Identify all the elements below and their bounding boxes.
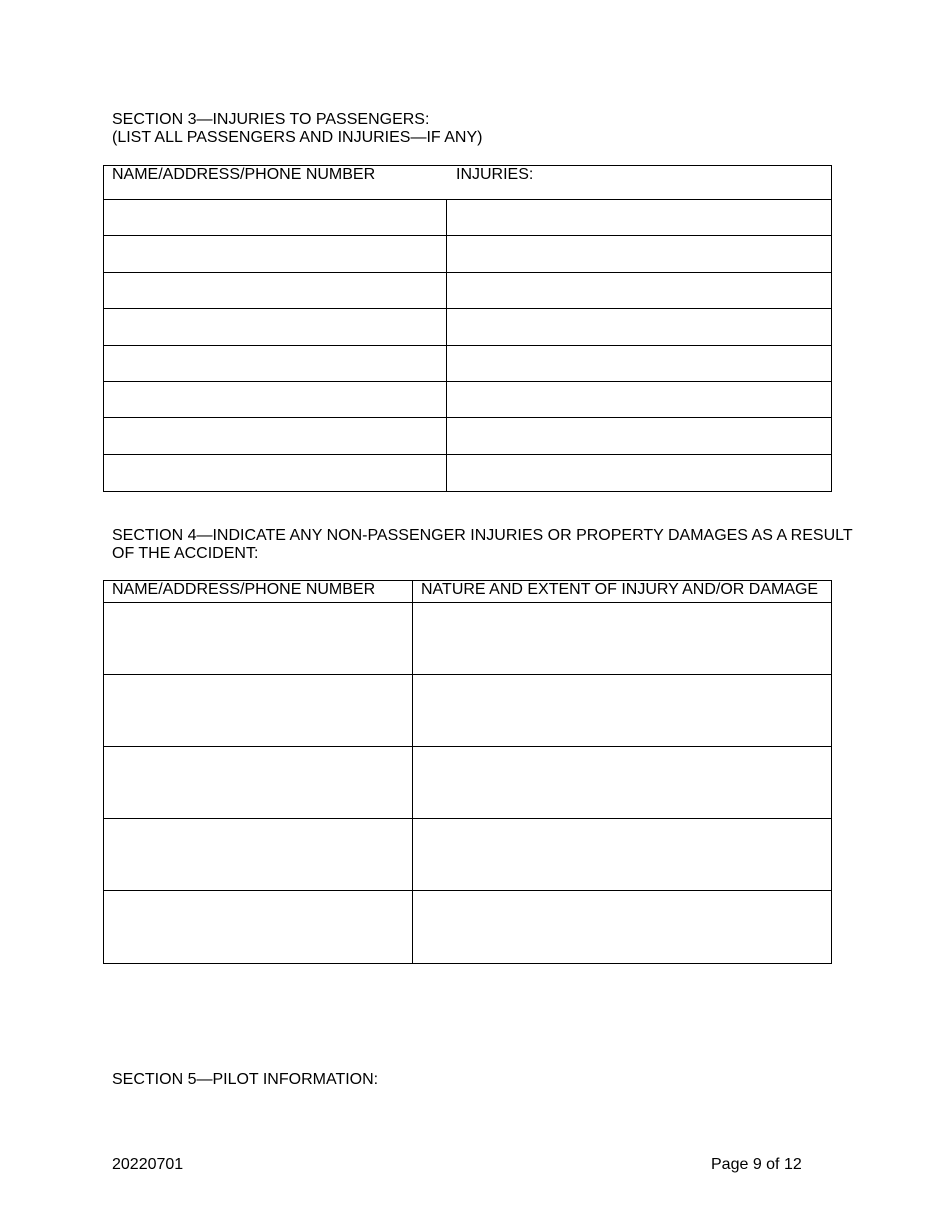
passenger-injuries-table	[103, 165, 832, 492]
section3-title: SECTION 3—INJURIES TO PASSENGERS:	[112, 111, 430, 128]
table-row	[103, 747, 832, 818]
column-header-name: NAME/ADDRESS/PHONE NUMBER	[112, 581, 376, 598]
column-header-nature-extent: NATURE AND EXTENT OF INJURY AND/OR DAMAGE	[421, 581, 819, 598]
passenger-name-cell[interactable]	[104, 455, 446, 491]
damage-description-cell[interactable]	[413, 891, 831, 963]
passenger-name-cell[interactable]	[104, 273, 446, 308]
party-name-cell[interactable]	[104, 603, 412, 674]
passenger-name-cell[interactable]	[104, 382, 446, 417]
section5-title: SECTION 5—PILOT INFORMATION:	[112, 1071, 379, 1088]
footer-form-code: 20220701	[112, 1156, 184, 1173]
table-row	[103, 309, 832, 345]
passenger-injuries-cell[interactable]	[447, 455, 831, 491]
damage-description-cell[interactable]	[413, 603, 831, 674]
damage-description-cell[interactable]	[413, 747, 831, 818]
table-row	[103, 236, 832, 272]
party-name-cell[interactable]	[104, 747, 412, 818]
non-passenger-damages-table	[103, 580, 832, 964]
table-row	[103, 891, 832, 963]
passenger-name-cell[interactable]	[104, 200, 446, 235]
section4-title-line2: OF THE ACCIDENT:	[112, 545, 259, 562]
passenger-injuries-cell[interactable]	[447, 346, 831, 381]
table-row	[103, 346, 832, 381]
passenger-injuries-cell[interactable]	[447, 309, 831, 345]
passenger-name-cell[interactable]	[104, 346, 446, 381]
damage-description-cell[interactable]	[413, 819, 831, 890]
party-name-cell[interactable]	[104, 675, 412, 746]
passenger-name-cell[interactable]	[104, 236, 446, 272]
table-row	[103, 819, 832, 890]
passenger-injuries-cell[interactable]	[447, 236, 831, 272]
footer-page-number: Page 9 of 12	[711, 1156, 802, 1173]
section3-subtitle: (LIST ALL PASSENGERS AND INJURIES—IF ANY)	[112, 129, 483, 146]
passenger-injuries-cell[interactable]	[447, 382, 831, 417]
table-row	[103, 455, 832, 491]
party-name-cell[interactable]	[104, 891, 412, 963]
table-row	[103, 418, 832, 454]
passenger-injuries-cell[interactable]	[447, 418, 831, 454]
passenger-name-cell[interactable]	[104, 309, 446, 345]
table-row	[103, 675, 832, 746]
column-header-injuries: INJURIES:	[456, 166, 534, 183]
damage-description-cell[interactable]	[413, 675, 831, 746]
passenger-injuries-cell[interactable]	[447, 273, 831, 308]
section4-title-line1: SECTION 4—INDICATE ANY NON-PASSENGER INJURIES OR PROPERTY DAMAGES AS A RESULT	[112, 527, 853, 544]
table-row	[103, 200, 832, 235]
passenger-name-cell[interactable]	[104, 418, 446, 454]
table-row	[103, 273, 832, 308]
party-name-cell[interactable]	[104, 819, 412, 890]
passenger-injuries-cell[interactable]	[447, 200, 831, 235]
table-row	[103, 382, 832, 417]
column-header-name: NAME/ADDRESS/PHONE NUMBER	[112, 166, 376, 183]
table-row	[103, 603, 832, 674]
